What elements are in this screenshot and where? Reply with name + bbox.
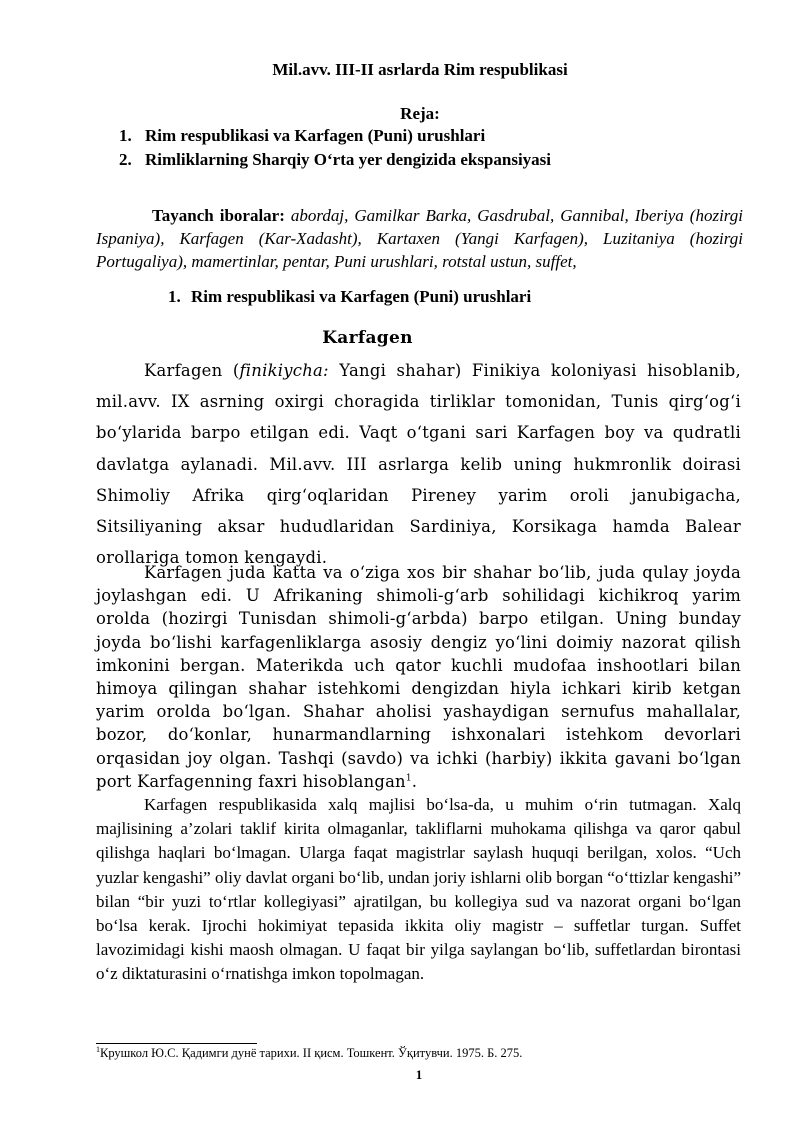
page-number: 1 <box>415 1067 423 1082</box>
footnote-text: Крушкол Ю.С. Қадимги дунё тарихи. II қисм. Тошкент. Ўқитувчи. 1975. Б. 275. <box>100 1046 523 1060</box>
footnote <box>96 1046 522 1061</box>
plan-heading: Reja: <box>400 104 440 123</box>
keywords-block <box>96 204 743 273</box>
section-title: Rim respublikasi va Karfagen (Puni) urushlari <box>191 287 532 306</box>
paragraph-text: Karfagen juda katta va o‘ziga xos bir shahar bo‘lib, juda qulay joyda joylashgan edi. U Afrikaning shimoli-g‘arb sohilidagi kichikroq yarim orolda (hozirgi Tunisdan shimoli-g‘arbda) barpo etilgan. Uning bunday joyda bo‘lishi karfagenliklarga asosiy dengiz yo‘lini doimiy nazorat qilish imkonini bergan. Materikda uch qator kuchli mudofaa inshootlari bilan himoya qilingan shahar istehkomi dengizdan hiyla ichkari kirib ketgan yarim orolda bo‘lgan. Shahar aholisi yashaydigan sernufus mahallalar, bozor, do‘konlar, hunarmandlarning ishxonalari istehkom devorlari orqasidan joy olgan. Tashqi (savdo) va ichki (harbiy) ikkita gavani bo‘lgan port Karfagenning faxri hisoblangan <box>96 563 741 791</box>
document-title: Mil.avv. III-II asrlarda Rim respublikasi <box>272 60 568 79</box>
paragraph-text: Karfagen ( <box>144 361 240 380</box>
section-heading <box>168 287 531 307</box>
plan-item-text: Rimliklarning Sharqiy O‘rta yer dengizida ekspansiyasi <box>145 150 552 169</box>
plan-item-number: 2. <box>119 150 132 169</box>
plan-item-number: 1. <box>119 126 132 145</box>
paragraph <box>96 355 741 573</box>
paragraph-text: . <box>411 771 418 791</box>
keywords-terms: abordaj, Gamilkar Barka, Gasdrubal, Gannibal, Iberiya (hozirgi Ispaniya), Karfagen (Kar-Xadasht), Kartaxen (Yangi Karfagen), Luzitaniya (hozirgi Portugaliya), mamertinlar, pentar, Puni urushlari, rotstal ustun, suffet, <box>96 206 744 271</box>
paragraph: Karfagen respublikasida xalq majlisi bo‘lsa-da, u muhim o‘rin tutmagan. Xalq majlisining a’zolari taklif kirita olmaganlar, takliflarni muhokama qilishga va qaror qabul qilishga haqlari bo‘lmagan. Ularga faqat magistrlar saylash huquqi berilgan, xolos. “Uch yuzlar kengashi” oliy davlat organi bo‘lib, undan joriy ishlarni olib borgan “o‘ttizlar kengashi” bilan “bir yuzi to‘rtlar kollegiyasi” ajratilgan, bu kollegiya sud va nazorat organi bo‘lgan bo‘lsa kerak. Ijrochi hokimiyat tepasida ikkita oliy magistr – suffetlar turgan. Suffet lavozimidagi kishi maosh olmagan. U faqat bir yilga saylangan bo‘lib, suffetlardan birontasi o‘z diktaturasini o‘rnatishga imkon topolmagan. <box>96 795 741 984</box>
plan-item <box>119 150 551 170</box>
plan-item-text: Rim respublikasi va Karfagen (Puni) urushlari <box>145 126 486 145</box>
paragraph <box>96 561 741 793</box>
footnote-reference[interactable]: 1 <box>405 773 412 784</box>
footnote-mark: 1 <box>96 1044 100 1054</box>
section-number: 1. <box>168 287 181 306</box>
subheading: Karfagen <box>322 328 413 348</box>
paragraph-text: Yangi shahar) Finikiya koloniyasi hisoblanib, mil.avv. IX asrning oxirgi choragida tirliklar tomonidan, Tunis qirg‘og‘i bo‘ylarida barpo etilgan edi. Vaqt o‘tgani sari Karfagen boy va qudratli davlatga aylanadi. Mil.avv. III asrlarga kelib uning hukmronlik doirasi Shimoliy Afrika qirg‘oqlaridan Pireney yarim oroli janubigacha, Sitsiliyaning aksar hududlaridan Sardiniya, Korsikaga hamda Balear orollariga tomon kengaydi. <box>96 361 742 568</box>
keywords-label: Tayanch iboralar: <box>152 206 285 225</box>
footnote-separator <box>96 1043 257 1044</box>
paragraph-italic-text: finikiycha: <box>239 361 329 380</box>
plan-item <box>119 126 485 146</box>
